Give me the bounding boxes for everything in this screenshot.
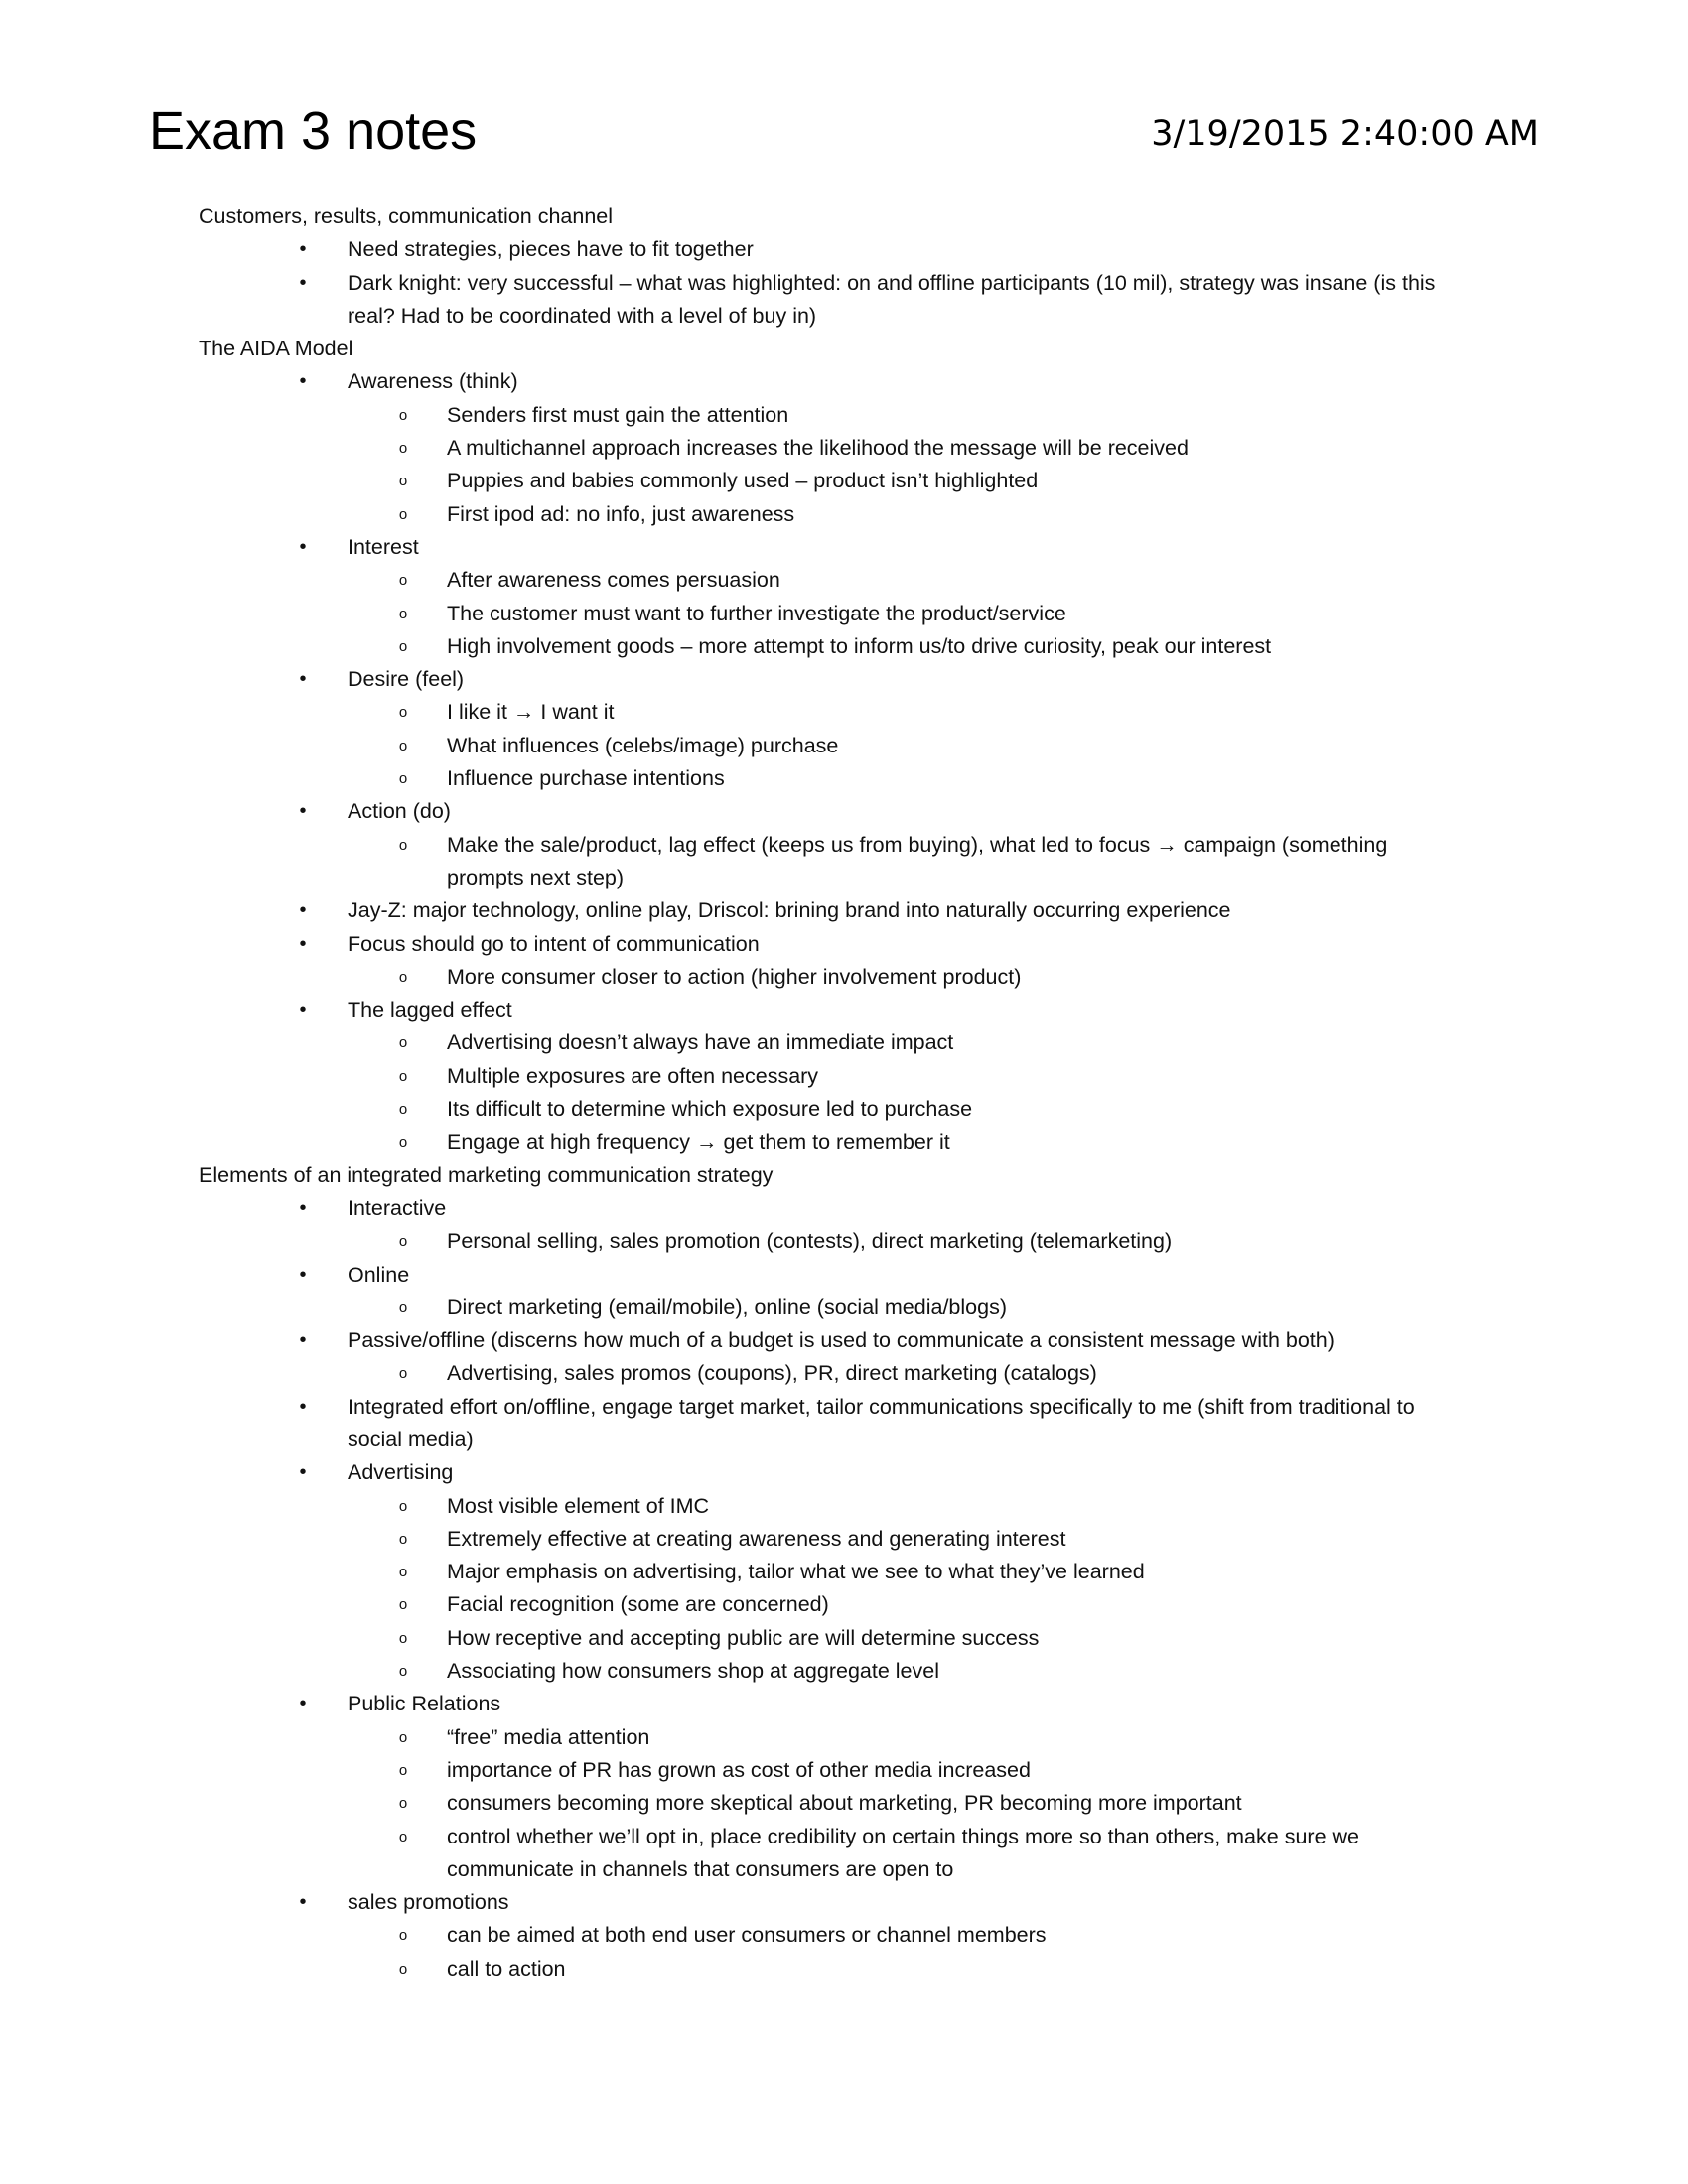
circle-marker: o xyxy=(398,1564,408,1581)
sub-bullet-item xyxy=(199,829,1489,862)
sub-bullet-item-text: Its difficult to determine which exposure led to purchase xyxy=(447,1097,973,1122)
circle-marker: o xyxy=(398,605,408,622)
bullet-item xyxy=(199,1456,1489,1489)
circle-marker: o xyxy=(398,704,408,722)
sub-bullet-item-text: High involvement goods – more attempt to inform us/to drive curiosity, peak our interest xyxy=(447,633,1272,658)
bullet-marker: • xyxy=(299,238,307,261)
sub-bullet-item-text: can be aimed at both end user consumers or channel members xyxy=(447,1923,1047,1948)
sub-bullet-item-text: Senders first must gain the attention xyxy=(447,402,789,427)
sub-bullet-item xyxy=(199,1953,1489,1985)
sub-bullet-item xyxy=(199,498,1489,531)
bullet-item-text: Public Relations xyxy=(348,1692,501,1716)
section-heading xyxy=(199,333,1489,365)
sub-bullet-item xyxy=(199,1556,1489,1588)
sub-bullet-item xyxy=(199,762,1489,795)
circle-marker: o xyxy=(398,1596,408,1614)
bullet-marker: • xyxy=(299,1263,307,1286)
sub-bullet-item-text: More consumer closer to action (higher involvement product) xyxy=(447,964,1022,989)
circle-marker: o xyxy=(398,1530,408,1548)
sub-bullet-item-text: Advertising, sales promos (coupons), PR, direct marketing (catalogs) xyxy=(447,1361,1097,1386)
sub-bullet-item-text: Multiple exposures are often necessary xyxy=(447,1063,819,1088)
bullet-item-continued xyxy=(199,300,1489,333)
circle-marker: o xyxy=(398,836,408,854)
sub-bullet-item xyxy=(199,1821,1489,1853)
sub-bullet-item-text: Extremely effective at creating awareness and generating interest xyxy=(447,1526,1066,1551)
sub-bullet-item-continued xyxy=(199,1853,1489,1886)
sub-bullet-item xyxy=(199,1126,1489,1159)
bullet-marker: • xyxy=(299,999,307,1022)
bullet-item xyxy=(199,365,1489,398)
sub-bullet-item-text: Make the sale/product, lag effect (keeps us from buying), what led to focus → campaign (something xyxy=(447,832,1388,857)
sub-bullet-item xyxy=(199,1523,1489,1556)
bullet-item-text: The lagged effect xyxy=(348,998,512,1023)
bullet-item-text: Jay-Z: major technology, online play, Driscol: brining brand into naturally occurring experience xyxy=(348,898,1231,923)
bullet-item-continued-text: real? Had to be coordinated with a level of buy in) xyxy=(348,303,817,328)
sub-bullet-item-text: Influence purchase intentions xyxy=(447,766,725,791)
bullet-item xyxy=(199,1886,1489,1919)
sub-bullet-item-text: Major emphasis on advertising, tailor what we see to what they’ve learned xyxy=(447,1560,1145,1584)
bullet-item-continued xyxy=(199,1424,1489,1456)
circle-marker: o xyxy=(398,1728,408,1746)
sub-bullet-item xyxy=(199,1919,1489,1952)
sub-bullet-item xyxy=(199,598,1489,630)
circle-marker: o xyxy=(398,637,408,655)
circle-marker: o xyxy=(398,1828,408,1845)
bullet-item-text: Online xyxy=(348,1262,410,1287)
sub-bullet-item xyxy=(199,1787,1489,1820)
section-heading-text: Customers, results, communication channel xyxy=(199,205,614,228)
sub-bullet-item xyxy=(199,432,1489,465)
page-title: Exam 3 notes xyxy=(149,101,478,161)
bullet-item xyxy=(199,928,1489,961)
circle-marker: o xyxy=(398,1629,408,1647)
bullet-marker: • xyxy=(299,1693,307,1715)
bullet-item xyxy=(199,1192,1489,1225)
bullet-item xyxy=(199,795,1489,828)
bullet-marker: • xyxy=(299,1196,307,1219)
circle-marker: o xyxy=(398,968,408,986)
sub-bullet-item xyxy=(199,1357,1489,1390)
sub-bullet-item-text: consumers becoming more skeptical about marketing, PR becoming more important xyxy=(447,1791,1242,1816)
bullet-item-text: Advertising xyxy=(348,1460,454,1485)
sub-bullet-item xyxy=(199,564,1489,597)
sub-bullet-item-text: How receptive and accepting public are will determine success xyxy=(447,1625,1040,1650)
circle-marker: o xyxy=(398,572,408,590)
sub-bullet-item-text: Engage at high frequency → get them to remember it xyxy=(447,1130,950,1155)
bullet-item-text: Passive/offline (discerns how much of a budget is used to communicate a consistent message with both) xyxy=(348,1328,1335,1353)
sub-bullet-item xyxy=(199,961,1489,994)
sub-bullet-item xyxy=(199,1093,1489,1126)
section-heading-text: Elements of an integrated marketing communication strategy xyxy=(199,1162,774,1187)
bullet-marker: • xyxy=(299,271,307,294)
sub-bullet-item-text: What influences (celebs/image) purchase xyxy=(447,733,839,757)
circle-marker: o xyxy=(398,1233,408,1251)
circle-marker: o xyxy=(398,1497,408,1515)
sub-bullet-item-text: “free” media attention xyxy=(447,1724,650,1749)
bullet-marker: • xyxy=(299,370,307,393)
bullet-item-text: sales promotions xyxy=(348,1890,509,1915)
circle-marker: o xyxy=(398,770,408,788)
bullet-item xyxy=(199,1324,1489,1357)
circle-marker: o xyxy=(398,1795,408,1813)
page-header xyxy=(149,95,1539,175)
sub-bullet-item-text: The customer must want to further investigate the product/service xyxy=(447,601,1066,625)
bullet-item xyxy=(199,663,1489,696)
circle-marker: o xyxy=(398,1761,408,1779)
sub-bullet-item-text: Personal selling, sales promotion (contests), direct marketing (telemarketing) xyxy=(447,1229,1173,1254)
bullet-item-text: Action (do) xyxy=(348,799,451,824)
sub-bullet-item xyxy=(199,465,1489,497)
sub-bullet-item-text: Facial recognition (some are concerned) xyxy=(447,1592,829,1617)
bullet-marker: • xyxy=(299,932,307,955)
sub-bullet-item-continued-text: communicate in channels that consumers are open to xyxy=(447,1856,954,1881)
sub-bullet-item-text: First ipod ad: no info, just awareness xyxy=(447,501,795,526)
bullet-marker: • xyxy=(299,668,307,691)
sub-bullet-item xyxy=(199,399,1489,432)
circle-marker: o xyxy=(398,406,408,424)
sub-bullet-item xyxy=(199,1026,1489,1059)
circle-marker: o xyxy=(398,1960,408,1978)
circle-marker: o xyxy=(398,1034,408,1052)
circle-marker: o xyxy=(398,737,408,754)
bullet-marker: • xyxy=(299,1891,307,1914)
sub-bullet-item xyxy=(199,1490,1489,1523)
sub-bullet-item xyxy=(199,1588,1489,1621)
circle-marker: o xyxy=(398,1663,408,1681)
sub-bullet-item-text: I like it → I want it xyxy=(447,700,615,725)
sub-bullet-item xyxy=(199,1754,1489,1787)
circle-marker: o xyxy=(398,1365,408,1383)
bullet-item-continued-text: social media) xyxy=(348,1427,474,1451)
sub-bullet-item-text: Puppies and babies commonly used – product isn’t highlighted xyxy=(447,469,1039,493)
sub-bullet-item xyxy=(199,1655,1489,1688)
bullet-item-text: Dark knight: very successful – what was highlighted: on and offline participants (10 mil), strategy was insane (is this xyxy=(348,270,1436,295)
sub-bullet-item-continued-text: prompts next step) xyxy=(447,865,625,889)
bullet-item xyxy=(199,531,1489,564)
sub-bullet-item xyxy=(199,1060,1489,1093)
sub-bullet-item-text: call to action xyxy=(447,1956,566,1980)
sub-bullet-item-continued xyxy=(199,862,1489,894)
sub-bullet-item-text: control whether we’ll opt in, place credibility on certain things more so than others, make sure we xyxy=(447,1824,1359,1848)
circle-marker: o xyxy=(398,1927,408,1945)
section-heading xyxy=(199,1160,1489,1192)
sub-bullet-item xyxy=(199,696,1489,729)
bullet-marker: • xyxy=(299,800,307,823)
bullet-item-text: Need strategies, pieces have to fit together xyxy=(348,237,754,262)
circle-marker: o xyxy=(398,1101,408,1119)
bullet-item xyxy=(199,894,1489,927)
bullet-item xyxy=(199,1391,1489,1424)
bullet-marker: • xyxy=(299,535,307,558)
bullet-item-text: Integrated effort on/offline, engage target market, tailor communications specifically to me (shift from traditional to xyxy=(348,1394,1415,1419)
sub-bullet-item-text: Most visible element of IMC xyxy=(447,1493,710,1518)
bullet-item-text: Interest xyxy=(348,534,419,559)
sub-bullet-item-text: A multichannel approach increases the likelihood the message will be received xyxy=(447,436,1189,461)
bullet-item-text: Desire (feel) xyxy=(348,667,465,692)
sub-bullet-item xyxy=(199,1292,1489,1324)
sub-bullet-item xyxy=(199,1622,1489,1655)
bullet-item-text: Awareness (think) xyxy=(348,369,518,394)
circle-marker: o xyxy=(398,440,408,458)
bullet-item xyxy=(199,1259,1489,1292)
bullet-marker: • xyxy=(299,1461,307,1484)
circle-marker: o xyxy=(398,505,408,523)
notes-body xyxy=(199,201,1489,1985)
sub-bullet-item-text: Associating how consumers shop at aggregate level xyxy=(447,1659,939,1684)
bullet-item-text: Interactive xyxy=(348,1195,447,1220)
bullet-marker: • xyxy=(299,1395,307,1418)
circle-marker: o xyxy=(398,1067,408,1085)
bullet-item xyxy=(199,994,1489,1026)
section-heading-text: The AIDA Model xyxy=(199,337,353,361)
bullet-item xyxy=(199,1688,1489,1720)
sub-bullet-item xyxy=(199,1721,1489,1754)
sub-bullet-item xyxy=(199,630,1489,663)
sub-bullet-item-text: Advertising doesn’t always have an immediate impact xyxy=(447,1030,954,1055)
bullet-marker: • xyxy=(299,1329,307,1352)
circle-marker: o xyxy=(398,473,408,490)
sub-bullet-item xyxy=(199,1225,1489,1258)
sub-bullet-item xyxy=(199,730,1489,762)
bullet-item xyxy=(199,267,1489,300)
sub-bullet-item-text: Direct marketing (email/mobile), online (social media/blogs) xyxy=(447,1295,1007,1319)
bullet-marker: • xyxy=(299,899,307,922)
sub-bullet-item-text: importance of PR has grown as cost of other media increased xyxy=(447,1757,1031,1782)
sub-bullet-item-text: After awareness comes persuasion xyxy=(447,568,780,593)
section-heading xyxy=(199,201,1489,233)
bullet-item-text: Focus should go to intent of communication xyxy=(348,931,760,956)
page-datetime: 3/19/2015 2:40:00 AM xyxy=(1151,114,1539,154)
circle-marker: o xyxy=(398,1298,408,1316)
bullet-item xyxy=(199,233,1489,266)
circle-marker: o xyxy=(398,1134,408,1152)
